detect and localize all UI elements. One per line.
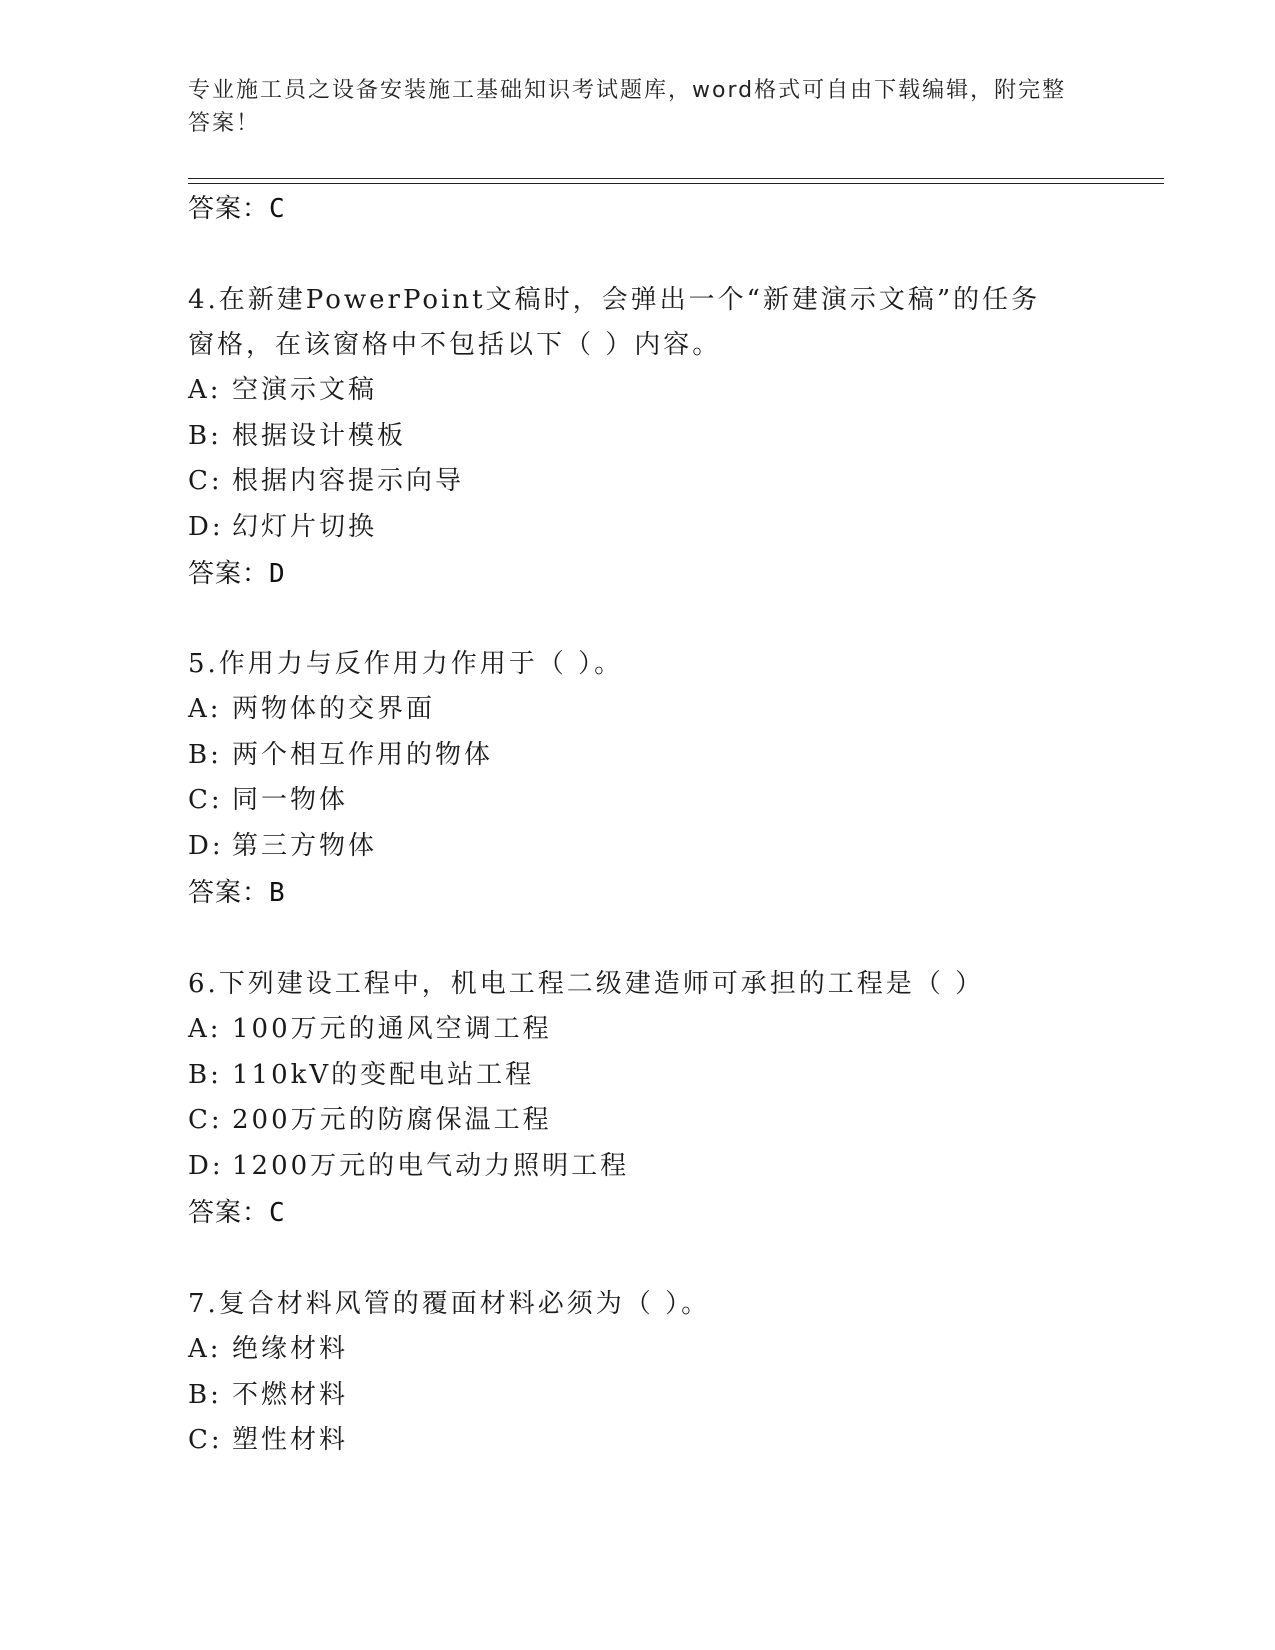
option-text: 第三方物体 <box>232 830 378 861</box>
option-text: 空演示文稿 <box>232 375 378 405</box>
answer-value: B <box>269 878 286 908</box>
answer-line <box>188 557 286 591</box>
option-text: 两物体的交界面 <box>232 694 436 724</box>
option-letter: B: <box>188 420 222 451</box>
option-letter: C: <box>188 1105 223 1135</box>
answer-label: 答案： <box>188 194 270 224</box>
option-letter: B: <box>188 739 222 770</box>
option-c <box>188 459 1088 505</box>
answer-line <box>188 192 286 226</box>
option-letter: D: <box>188 511 224 542</box>
answer-label: 答案： <box>188 559 270 589</box>
answer-line <box>188 1196 286 1230</box>
answer-value: C <box>269 194 286 224</box>
option-a <box>188 1327 1088 1373</box>
option-d <box>188 1144 1088 1190</box>
option-letter: A: <box>188 1014 222 1044</box>
option-text: 塑性材料 <box>232 1425 349 1455</box>
option-d <box>188 824 1088 870</box>
option-text: 1200万元的电气动力照明工程 <box>232 1150 630 1181</box>
option-letter: C: <box>188 785 223 815</box>
question-text: 7.复合材料风管的覆面材料必须为（ ）。 <box>188 1289 711 1319</box>
page-header: 专业施工员之设备安装施工基础知识考试题库，word格式可自由下载编辑，附完整答案！ <box>188 78 1067 136</box>
option-text: 绝缘材料 <box>232 1334 349 1364</box>
option-text: 110kV的变配电站工程 <box>232 1059 535 1090</box>
option-text: 根据内容提示向导 <box>232 466 465 496</box>
option-c <box>188 778 1088 824</box>
option-b <box>188 414 1088 460</box>
question-4 <box>188 278 1088 550</box>
option-text: 幻灯片切换 <box>232 511 378 542</box>
header-divider-bottom <box>188 183 1164 184</box>
question-text: 5.作用力与反作用力作用于（ ）。 <box>188 649 624 679</box>
option-b <box>188 733 1088 779</box>
answer-label: 答案： <box>188 878 270 908</box>
question-5 <box>188 642 1088 869</box>
option-letter: A: <box>188 375 222 405</box>
option-text: 200万元的防腐保温工程 <box>232 1105 552 1135</box>
header-divider-top <box>188 178 1164 179</box>
answer-value: C <box>269 1198 286 1228</box>
option-b <box>188 1373 1088 1419</box>
question-text: 6.下列建设工程中，机电工程二级建造师可承担的工程是（ ） <box>188 969 985 999</box>
option-letter: D: <box>188 830 224 861</box>
option-text: 两个相互作用的物体 <box>232 739 494 770</box>
option-letter: D: <box>188 1150 224 1181</box>
option-letter: A: <box>188 694 222 724</box>
option-text: 100万元的通风空调工程 <box>232 1014 552 1044</box>
option-letter: C: <box>188 1425 223 1455</box>
option-a <box>188 687 1088 733</box>
option-c <box>188 1098 1088 1144</box>
answer-line <box>188 876 286 910</box>
option-c <box>188 1418 1088 1464</box>
option-letter: B: <box>188 1379 222 1410</box>
option-text: 不燃材料 <box>232 1379 349 1410</box>
question-text: 4.在新建PowerPoint文稿时，会弹出一个“新建演示文稿”的任务窗格，在该窗格中不包括以下（ ）内容。 <box>188 285 1041 360</box>
option-a <box>188 368 1088 414</box>
question-7 <box>188 1282 1088 1464</box>
option-d <box>188 505 1088 551</box>
option-letter: A: <box>188 1334 222 1364</box>
option-letter: B: <box>188 1059 222 1090</box>
question-6 <box>188 962 1088 1189</box>
answer-value: D <box>269 559 286 589</box>
option-a <box>188 1007 1088 1053</box>
option-text: 同一物体 <box>232 785 349 815</box>
option-letter: C: <box>188 466 223 496</box>
answer-label: 答案： <box>188 1198 270 1228</box>
option-b <box>188 1053 1088 1099</box>
option-text: 根据设计模板 <box>232 420 407 451</box>
